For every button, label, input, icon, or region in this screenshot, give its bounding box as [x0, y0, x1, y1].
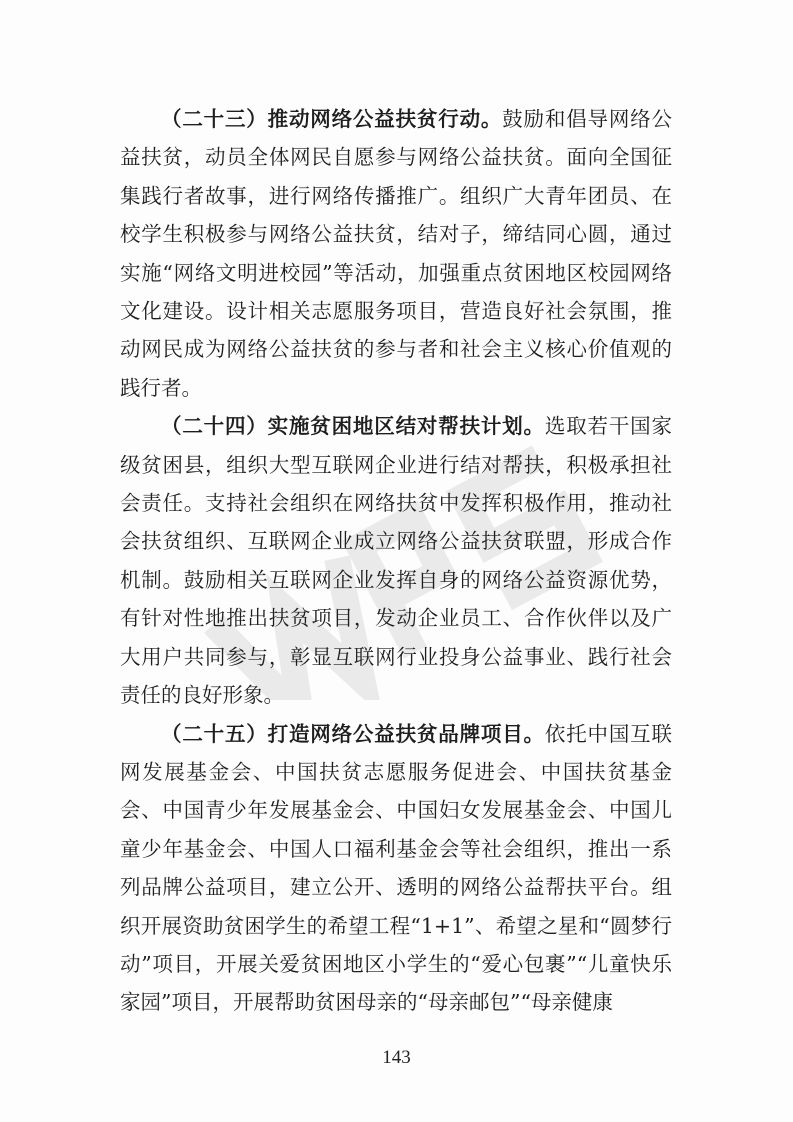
page-number: 143 [382, 1047, 411, 1068]
paragraph-25 [120, 715, 672, 1022]
paragraph-body-25: 依托中国互联网发展基金会、中国扶贫志愿服务促进会、中国扶贫基金会、中国青少年发展基金会、中国妇女发展基金会、中国儿童少年基金会、中国人口福利基金会等社会组织，推出一系列品牌公益项目，建立公开、透明的网络公益帮扶平台。组织开展资助贫困学生的希望工程“1+1”、希望之星和“圆梦行动”项目，开展关爱贫困地区小学生的“爱心包裹”“儿童快乐家园”项目，开展帮助贫困母亲的“母亲邮包”“母亲健康 [120, 721, 673, 1015]
paragraph-body-24: 选取若干国家级贫困县，组织大型互联网企业进行结对帮扶，积极承担社会责任。支持社会组织在网络扶贫中发挥积极作用，推动社会扶贫组织、互联网企业成立网络公益扶贫联盟，形成合作机制。鼓励相关互联网企业发挥自身的网络公益资源优势，有针对性地推出扶贫项目，发动企业员工、合作伙伴以及广大用户共同参与，彰显互联网行业投身公益事业、践行社会责任的良好形象。 [120, 414, 673, 708]
section-heading-24: （二十四）实施贫困地区结对帮扶计划。 [161, 414, 545, 439]
paragraph-24 [120, 407, 672, 714]
paragraph-23 [120, 100, 672, 407]
paragraph-body-23: 鼓励和倡导网络公益扶贫，动员全体网民自愿参与网络公益扶贫。面向全国征集践行者故事，进行网络传播推广。组织广大青年团员、在校学生积极参与网络公益扶贫，结对子，缔结同心圆，通过实施“网络文明进校园”等活动，加强重点贫困地区校园网络文化建设。设计相关志愿服务项目，营造良好社会氛围，推动网民成为网络公益扶贫的参与者和社会主义核心价值观的践行者。 [120, 107, 673, 400]
section-heading-25: （二十五）打造网络公益扶贫品牌项目。 [161, 721, 545, 746]
section-heading-23: （二十三）推动网络公益扶贫行动。 [161, 107, 503, 131]
body-text [120, 100, 672, 1022]
